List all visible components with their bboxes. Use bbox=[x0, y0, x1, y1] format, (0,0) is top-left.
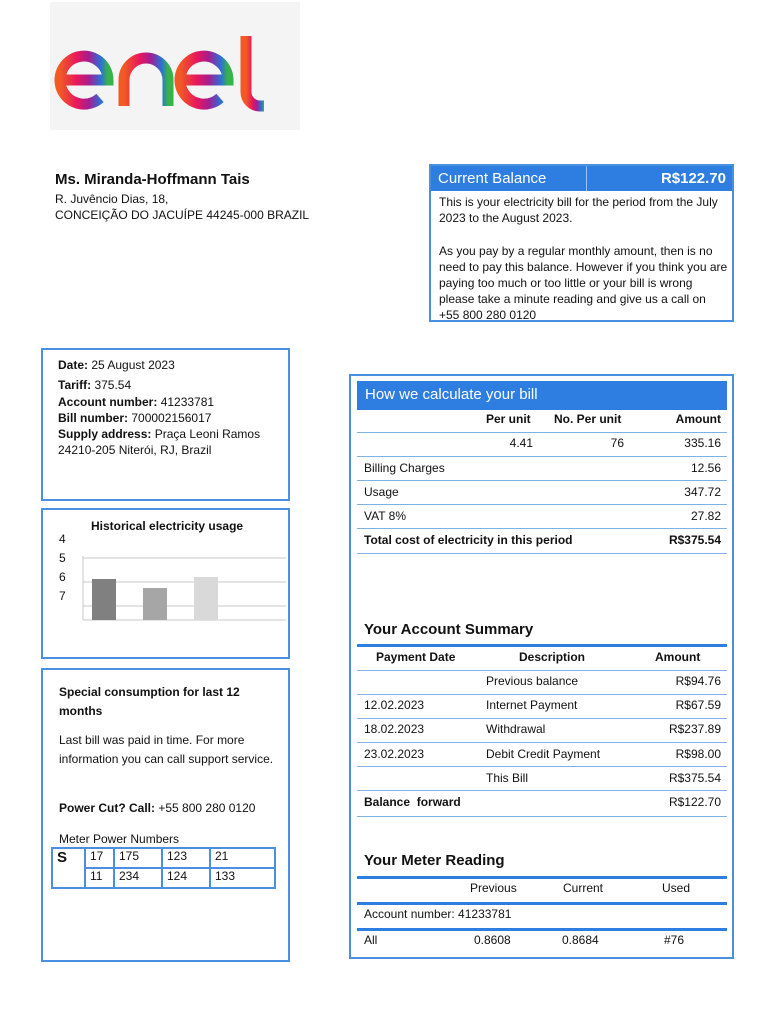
balance-forward-amount: R$122.70 bbox=[668, 795, 721, 809]
meter-cell: 17 bbox=[85, 848, 114, 868]
special-consumption-box bbox=[41, 668, 290, 962]
divider bbox=[357, 742, 727, 743]
payment-amount: R$375.54 bbox=[668, 771, 721, 785]
calc-row-amount: 27.82 bbox=[690, 509, 721, 523]
divider bbox=[357, 432, 727, 433]
payment-date: 23.02.2023 bbox=[364, 747, 425, 761]
meter-reading-title: Your Meter Reading bbox=[364, 852, 505, 869]
current-balance-header bbox=[431, 166, 732, 191]
divider bbox=[357, 790, 727, 791]
usage-bar bbox=[92, 579, 116, 620]
payment-description: Internet Payment bbox=[486, 698, 578, 712]
usage-bar bbox=[143, 588, 167, 620]
divider bbox=[357, 480, 727, 481]
customer-address-line2: CONCEIÇÃO DO JACUÍPE 44245-000 BRAZIL bbox=[55, 208, 310, 222]
meter-cell: 123 bbox=[162, 848, 210, 868]
power-cut-number: +55 800 280 0120 bbox=[158, 801, 256, 815]
y-tick-label: 7 bbox=[59, 589, 66, 603]
payment-amount: R$67.59 bbox=[675, 698, 721, 712]
bill-number-label: Bill number: bbox=[58, 411, 129, 425]
payment-amount: R$98.00 bbox=[675, 747, 721, 761]
calc-row-label: Billing Charges bbox=[364, 461, 445, 475]
power-cut-label: Power Cut? Call: bbox=[59, 801, 156, 815]
supply-address-line2: 24210-205 Niterói, RJ, Brazil bbox=[58, 443, 212, 457]
tariff-line bbox=[58, 378, 131, 392]
col-header-amount: Amount bbox=[655, 650, 701, 664]
no-per-unit-value: 76 bbox=[610, 436, 624, 450]
divider bbox=[357, 456, 727, 457]
payment-amount: R$94.76 bbox=[675, 674, 721, 688]
meter-cell: 124 bbox=[162, 868, 210, 888]
tariff-label: Tariff: bbox=[58, 378, 92, 392]
calc-row-amount: 347.72 bbox=[684, 485, 721, 499]
enel-logo-graphic bbox=[50, 2, 300, 130]
divider bbox=[357, 670, 727, 671]
col-header-per-unit: Per unit bbox=[486, 412, 531, 426]
chart-title: Historical electricity usage bbox=[91, 519, 244, 533]
calc-row-label: VAT 8% bbox=[364, 509, 407, 523]
per-unit-value: 4.41 bbox=[509, 436, 533, 450]
current-balance-amount: R$122.70 bbox=[660, 170, 726, 187]
special-consumption-title: Special consumption for last 12 months bbox=[59, 685, 240, 718]
table-row bbox=[52, 868, 275, 888]
col-header-previous: Previous bbox=[470, 881, 517, 895]
meter-previous: 0.8608 bbox=[474, 933, 511, 947]
tariff-value: 375.54 bbox=[94, 378, 132, 392]
usage-chart-box bbox=[41, 508, 290, 659]
divider bbox=[357, 718, 727, 719]
total-cost-amount: R$375.54 bbox=[668, 533, 721, 547]
payment-description: This Bill bbox=[486, 771, 529, 785]
calc-row-amount: 12.56 bbox=[690, 461, 721, 475]
calc-row-label: Usage bbox=[364, 485, 399, 499]
payment-date: 12.02.2023 bbox=[364, 698, 425, 712]
payment-description: Debit Credit Payment bbox=[486, 747, 601, 761]
col-header-used: Used bbox=[662, 881, 691, 895]
customer-address-line1: R. Juvêncio Dias, 18, bbox=[55, 192, 169, 206]
col-header-amount: Amount bbox=[675, 412, 721, 426]
divider bbox=[357, 528, 727, 529]
meter-cell: 234 bbox=[114, 868, 162, 888]
bill-calculation-box bbox=[349, 374, 734, 959]
bill-date: 25 August 2023 bbox=[91, 358, 175, 372]
meter-account-number: Account number: 41233781 bbox=[364, 907, 512, 921]
bill-info-box bbox=[41, 348, 290, 501]
account-summary-title: Your Account Summary bbox=[364, 621, 534, 638]
divider bbox=[357, 816, 727, 817]
power-cut-line bbox=[59, 801, 255, 815]
special-consumption-text: Last bill was paid in time. For more information you can call support service. bbox=[59, 733, 274, 766]
account-label: Account number: bbox=[58, 395, 158, 409]
meter-numbers-table bbox=[51, 847, 276, 889]
meter-cell: 133 bbox=[210, 868, 275, 888]
meter-cell: 175 bbox=[114, 848, 162, 868]
enel-logo bbox=[50, 2, 300, 130]
meter-current: 0.8684 bbox=[562, 933, 599, 947]
date-label: Date: bbox=[58, 358, 89, 372]
payment-description: Withdrawal bbox=[486, 722, 546, 736]
usage-chart bbox=[43, 510, 288, 657]
divider bbox=[357, 902, 727, 905]
unit-amount-value: 335.16 bbox=[684, 436, 721, 450]
divider bbox=[357, 504, 727, 505]
meter-cell: 21 bbox=[210, 848, 275, 868]
divider bbox=[357, 928, 727, 931]
col-header-description: Description bbox=[519, 650, 586, 664]
y-tick-label: 4 bbox=[59, 532, 66, 546]
divider bbox=[357, 644, 727, 647]
header-divider bbox=[586, 166, 587, 191]
meter-numbers-label: Meter Power Numbers bbox=[59, 832, 180, 846]
bill-period-text: This is your electricity bill for the period from the July 2023 to the August 2023. bbox=[439, 195, 718, 225]
calc-header bbox=[357, 381, 727, 410]
y-tick-label: 5 bbox=[59, 551, 66, 565]
date-line bbox=[58, 358, 175, 372]
meter-code: S bbox=[52, 848, 85, 888]
payment-note-text: As you pay by a regular monthly amount, then is no need to pay this balance. However if you think you are paying too much or too little or your bill is wrong please take a minute reading and give us a call on +55 800 280 0120 bbox=[439, 244, 728, 322]
current-balance-box bbox=[429, 164, 734, 322]
supply-address-line bbox=[58, 427, 260, 441]
payment-description: Previous balance bbox=[486, 674, 579, 688]
bill-number: 700002156017 bbox=[131, 411, 212, 425]
customer-name: Ms. Miranda-Hoffmann Tais bbox=[55, 171, 250, 188]
meter-cell: 11 bbox=[85, 868, 114, 888]
account-number: 41233781 bbox=[160, 395, 215, 409]
y-tick-label: 6 bbox=[59, 570, 66, 584]
payment-amount: R$237.89 bbox=[668, 722, 721, 736]
balance-forward-label: Balance forward bbox=[364, 795, 461, 809]
payment-date: 18.02.2023 bbox=[364, 722, 425, 736]
col-header-payment-date: Payment Date bbox=[376, 650, 456, 664]
meter-used: #76 bbox=[664, 933, 685, 947]
account-line bbox=[58, 395, 214, 409]
bill-number-line bbox=[58, 411, 211, 425]
divider bbox=[357, 766, 727, 767]
total-cost-label: Total cost of electricity in this period bbox=[364, 533, 573, 547]
meter-row-label: All bbox=[364, 933, 378, 947]
calc-title: How we calculate your bill bbox=[365, 386, 538, 403]
current-balance-label: Current Balance bbox=[438, 170, 547, 187]
divider bbox=[357, 876, 727, 879]
divider bbox=[357, 553, 727, 554]
supply-address-label: Supply address: bbox=[58, 427, 152, 441]
divider bbox=[357, 694, 727, 695]
col-header-current: Current bbox=[563, 881, 604, 895]
table-row bbox=[52, 848, 275, 868]
col-header-no-per-unit: No. Per unit bbox=[554, 412, 622, 426]
supply-address-line1: Praça Leoni Ramos bbox=[154, 427, 261, 441]
usage-bar bbox=[194, 577, 218, 620]
